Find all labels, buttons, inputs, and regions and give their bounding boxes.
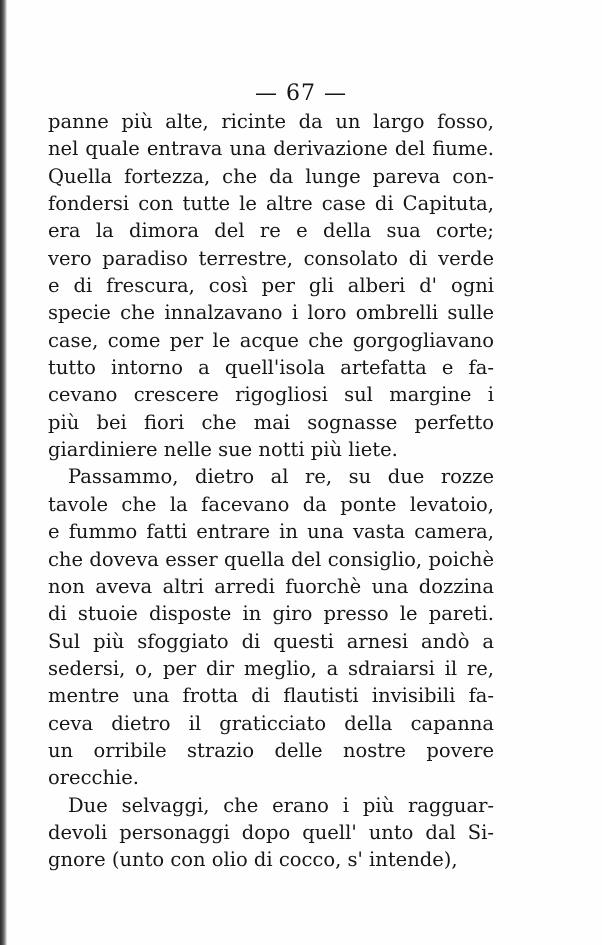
- text-line: orecchie.: [48, 766, 139, 790]
- text-line: di stuoie disposte in giro presso le pareti.: [48, 602, 494, 626]
- text-line: e di frescura, così per gli alberi d' ogni: [48, 274, 494, 298]
- text-line: Sul più sfoggiato di questi arnesi andò a: [48, 629, 494, 653]
- page-number: — 67 —: [255, 81, 347, 106]
- text-line: un orribile strazio delle nostre povere: [48, 738, 494, 762]
- text-line: Due selvaggi, che erano i più ragguar-: [68, 793, 494, 817]
- text-line: nel quale entrava una derivazione del fiume.: [48, 137, 494, 161]
- text-line: panne più alte, ricinte da un largo fosso,: [48, 110, 494, 133]
- text-line: più bei fiori che mai sognasse perfetto: [48, 410, 494, 434]
- paragraph: [48, 792, 494, 874]
- text-line: case, come per le acque che gorgogliavano: [48, 328, 494, 352]
- text-line: era la dimora del re e della sua corte;: [48, 219, 494, 243]
- body-text: [48, 108, 494, 874]
- text-line: ceva dietro il graticciato della capanna: [48, 711, 494, 735]
- text-line: Quella fortezza, che da lunge pareva con-: [48, 164, 494, 188]
- text-line: Passammo, dietro al re, su due rozze: [68, 465, 494, 489]
- text-line: tavole che la facevano da ponte levatoio,: [48, 492, 494, 516]
- paragraph: [48, 108, 494, 463]
- text-line: mentre una frotta di flautisti invisibili fa-: [48, 684, 494, 708]
- text-line: gnore (unto con olio di cocco, s' intende),: [48, 848, 458, 872]
- text-line: specie che innalzavano i loro ombrelli sulle: [48, 301, 494, 325]
- paragraph: [48, 463, 494, 791]
- text-line: cevano crescere rigogliosi sul margine i: [48, 383, 494, 407]
- text-line: tutto intorno a quell'isola artefatta e fa-: [48, 356, 494, 380]
- text-line: non aveva altri arredi fuorchè una dozzina: [48, 574, 494, 598]
- page-binding-edge: [0, 0, 7, 945]
- text-line: e fummo fatti entrare in una vasta camera,: [48, 520, 494, 544]
- text-line: devoli personaggi dopo quell' unto dal Si-: [48, 820, 494, 844]
- text-line: fondersi con tutte le altre case di Capituta,: [48, 192, 494, 216]
- text-line: che doveva esser quella del consiglio, poichè: [48, 547, 494, 571]
- text-line: giardiniere nelle sue notti più liete.: [48, 438, 398, 462]
- text-line: sedersi, o, per dir meglio, a sdraiarsi il re,: [48, 656, 494, 680]
- text-line: vero paradiso terrestre, consolato di verde: [48, 246, 494, 270]
